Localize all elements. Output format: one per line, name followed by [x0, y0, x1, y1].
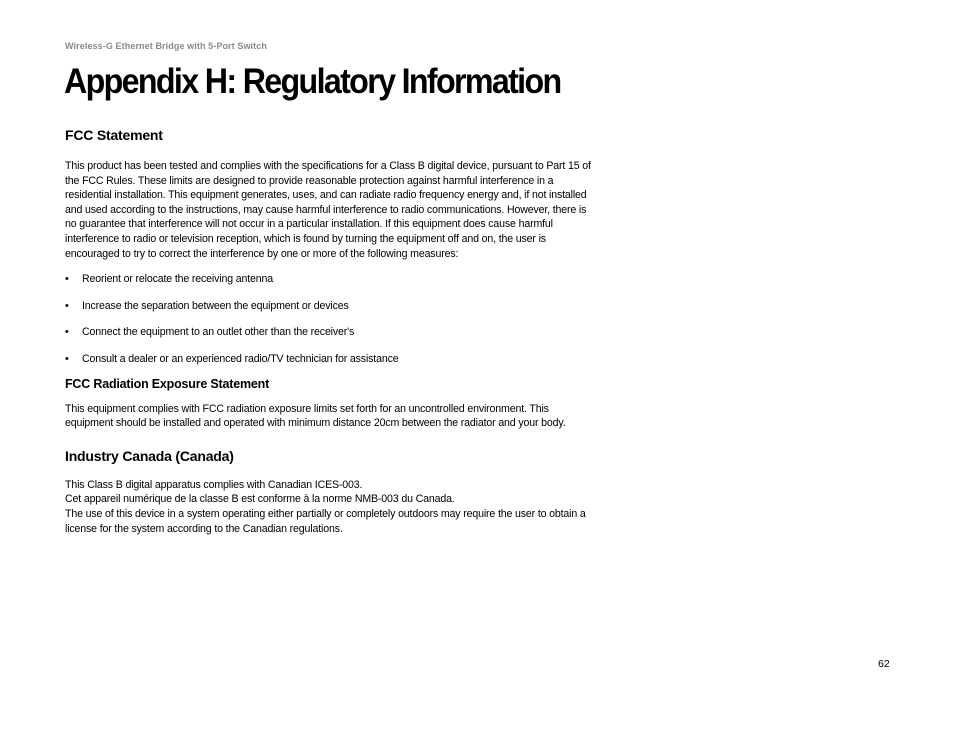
fcc-statement-heading: FCC Statement	[65, 127, 163, 143]
running-header: Wireless-G Ethernet Bridge with 5-Port Switch	[65, 41, 267, 51]
list-item: • Connect the equipment to an outlet other than the receiver's	[65, 326, 355, 339]
bullet-icon: •	[65, 273, 69, 286]
industry-canada-line-2: Cet appareil numérique de la classe B est conforme à la norme NMB-003 du Canada.	[65, 493, 455, 506]
interference-measures-list	[65, 272, 595, 366]
radiation-exposure-paragraph: This equipment complies with FCC radiation exposure limits set forth for an uncontrolled environment. This equipment should be installed and operated with minimum distance 20cm between the radiator and your body.	[65, 402, 566, 430]
bullet-icon: •	[65, 299, 69, 312]
bullet-icon: •	[65, 326, 69, 339]
page-number: 62	[878, 658, 890, 670]
bullet-icon: •	[65, 352, 69, 365]
page-title: Appendix H: Regulatory Information	[64, 62, 561, 101]
fcc-statement-paragraph: This product has been tested and complies with the specifications for a Class B digital device, pursuant to Part 15 of the FCC Rules. These limits are designed to provide reasonable protection against harmful interference in a residential installation. This equipment generates, uses, and can radiate radio frequency energy and, if not installed and used according to the instructions, may cause harmful interference to radio communications. However, there is no guarantee that interference will not occur in a particular installation. If this equipment does cause harmful interference to radio or television reception, which is found by turning the equipment off and on, the user is encouraged to try to correct the interference by one or more of the following measures:	[65, 160, 591, 260]
radiation-exposure-heading: FCC Radiation Exposure Statement	[65, 376, 270, 391]
industry-canada-line-1: This Class B digital apparatus complies with Canadian ICES-003.	[65, 478, 363, 491]
industry-canada-line-3: The use of this device in a system operating either partially or completely outdoors may require the user to obtain a license for the system according to the Canadian regulations.	[65, 507, 586, 535]
document-body	[65, 126, 595, 536]
list-item: • Consult a dealer or an experienced radio/TV technician for assistance	[65, 352, 399, 365]
list-item: • Increase the separation between the equipment or devices	[65, 299, 349, 312]
list-item: • Reorient or relocate the receiving antenna	[65, 273, 273, 286]
industry-canada-heading: Industry Canada (Canada)	[65, 447, 234, 464]
